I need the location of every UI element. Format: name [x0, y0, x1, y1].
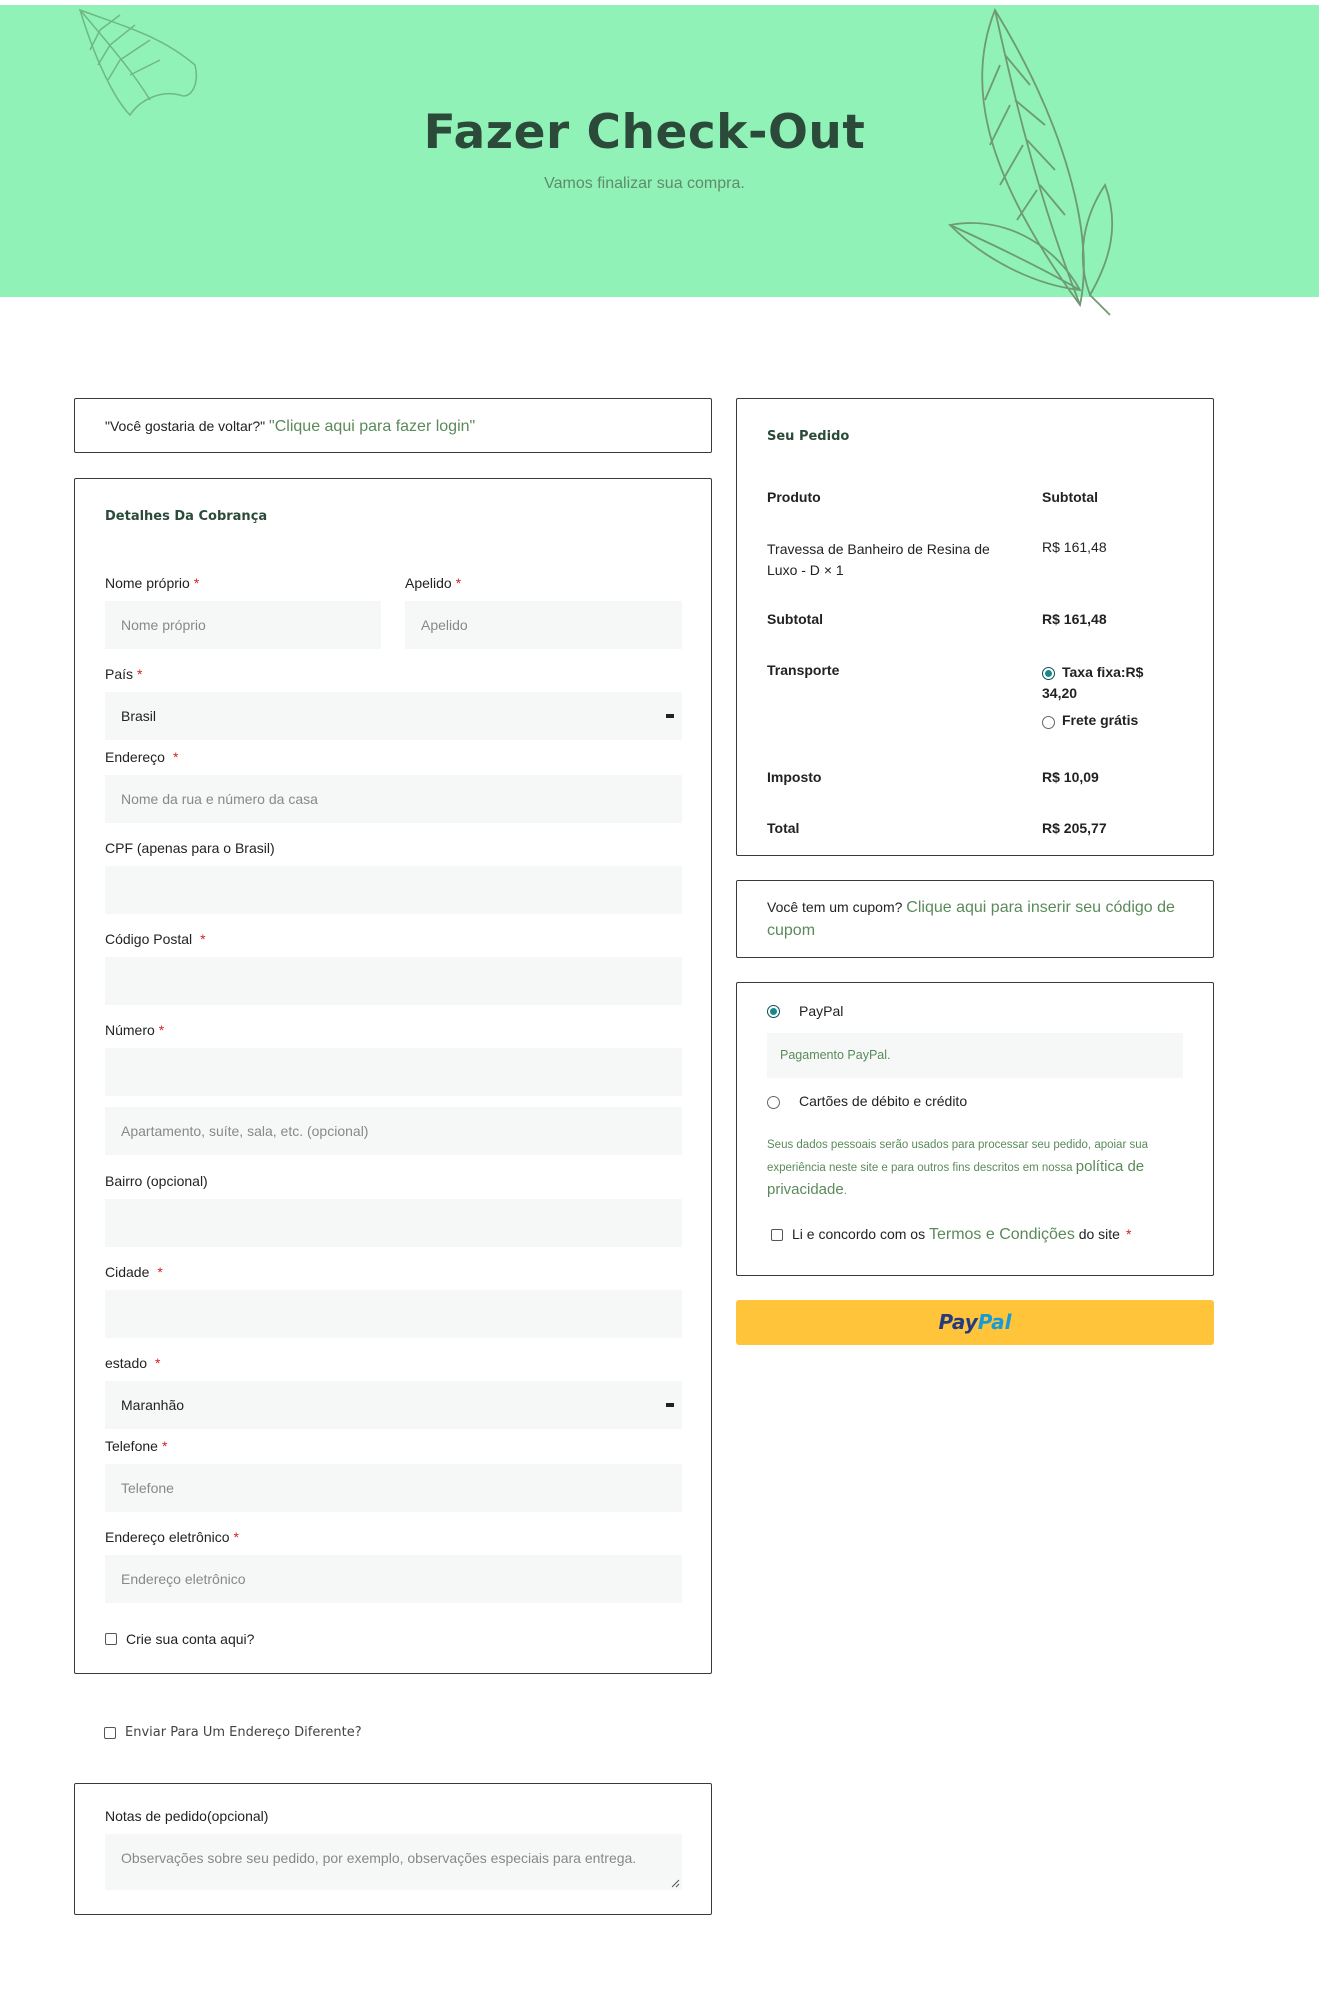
tax-label: Imposto: [767, 769, 822, 785]
resize-handle-icon[interactable]: [670, 1878, 680, 1888]
first-name-input[interactable]: Nome próprio: [105, 601, 381, 649]
first-name-label: Nome próprio *: [105, 575, 200, 591]
neighborhood-input[interactable]: [105, 1199, 682, 1247]
total-label: Total: [767, 820, 800, 836]
subtotal-column-header: Subtotal: [1042, 489, 1098, 505]
order-notes-label: Notas de pedido(opcional): [105, 1808, 269, 1824]
number-label: Número *: [105, 1022, 165, 1038]
order-notes-box: [74, 1783, 712, 1915]
cards-label: Cartões de débito e crédito: [799, 1093, 968, 1109]
neighborhood-label: Bairro (opcional): [105, 1173, 208, 1189]
select-arrow-icon: [666, 714, 674, 718]
privacy-policy-link[interactable]: política de privacidade: [767, 1158, 1145, 1198]
login-notice-box: [74, 398, 712, 453]
phone-input[interactable]: Telefone: [105, 1464, 682, 1512]
postcode-label: Código Postal *: [105, 931, 206, 947]
phone-label: Telefone *: [105, 1438, 168, 1454]
paypal-checkout-button[interactable]: [736, 1300, 1214, 1345]
paypal-logo-part1: Pay: [938, 1310, 978, 1334]
order-title: Seu Pedido: [767, 429, 850, 444]
email-input[interactable]: Endereço eletrônico: [105, 1555, 682, 1603]
page-header-banner: [0, 5, 1319, 297]
paypal-logo-part2: Pal: [977, 1310, 1012, 1334]
product-column-header: Produto: [767, 489, 821, 505]
state-select[interactable]: Maranhão: [105, 1381, 682, 1429]
coupon-link[interactable]: Clique aqui para inserir seu código de cupom: [767, 899, 1175, 939]
order-item-name: Travessa de Banheiro de Resina de Luxo - D × 1: [767, 541, 990, 578]
cpf-input[interactable]: [105, 866, 682, 914]
total-value: R$ 205,77: [1042, 820, 1107, 836]
cards-radio[interactable]: [767, 1096, 780, 1109]
shipping-free-label: Frete grátis: [1062, 712, 1139, 728]
create-account-label: Crie sua conta aqui?: [126, 1631, 255, 1647]
last-name-input[interactable]: Apelido: [405, 601, 682, 649]
paypal-label: PayPal: [799, 1003, 844, 1019]
cpf-label: CPF (apenas para o Brasil): [105, 840, 275, 856]
postcode-input[interactable]: [105, 957, 682, 1005]
order-summary-box: [736, 398, 1214, 856]
coupon-question: Você tem um cupom?: [767, 899, 903, 915]
terms-link[interactable]: Termos e Condições: [928, 1226, 1075, 1243]
shipping-label: Transporte: [767, 662, 840, 678]
page-title: Fazer Check-Out: [423, 105, 866, 160]
privacy-notice: Seus dados pessoais serão usados para processar seu pedido, apoiar sua experiência neste site e para outros fins descritos em nossa política de privacidade.: [767, 1139, 1149, 1198]
country-select[interactable]: Brasil: [105, 692, 682, 740]
billing-title: Detalhes Da Cobrança: [105, 509, 268, 524]
billing-details-box: [74, 478, 712, 1674]
terms-text: Li e concordo com os Termos e Condições do site *: [792, 1226, 1132, 1243]
subtotal-label: Subtotal: [767, 611, 823, 627]
email-label: Endereço eletrônico *: [105, 1529, 239, 1545]
paypal-description: Pagamento PayPal.: [767, 1033, 1183, 1078]
page-subtitle: Vamos finalizar sua compra.: [544, 175, 745, 192]
shipping-free-radio[interactable]: [1042, 716, 1055, 729]
payment-box: [736, 982, 1214, 1276]
select-arrow-icon: [666, 1403, 674, 1407]
city-label: Cidade *: [105, 1264, 163, 1280]
ship-different-checkbox[interactable]: [104, 1727, 116, 1739]
login-link[interactable]: "Clique aqui para fazer login": [269, 418, 476, 435]
ship-different-label: Enviar Para Um Endereço Diferente?: [125, 1725, 362, 1740]
country-label: País *: [105, 666, 143, 682]
state-label: estado *: [105, 1355, 161, 1371]
login-question: "Você gostaria de voltar?": [105, 418, 266, 434]
terms-checkbox[interactable]: [771, 1229, 783, 1241]
address-label: Endereço *: [105, 749, 179, 765]
apartment-input[interactable]: Apartamento, suíte, sala, etc. (opcional): [105, 1107, 682, 1155]
tax-value: R$ 10,09: [1042, 769, 1099, 785]
city-input[interactable]: [105, 1290, 682, 1338]
address-input[interactable]: Nome da rua e número da casa: [105, 775, 682, 823]
paypal-radio[interactable]: [767, 1005, 780, 1018]
shipping-flat-rate-label: Taxa fixa:R$ 34,20: [1042, 664, 1144, 701]
create-account-checkbox[interactable]: [105, 1633, 117, 1645]
coupon-box: [736, 880, 1214, 958]
leaf-decoration-right-icon: [945, 5, 1125, 325]
order-item-price: R$ 161,48: [1042, 539, 1107, 555]
order-notes-textarea[interactable]: Observações sobre seu pedido, por exemplo, observações especiais para entrega.: [105, 1834, 682, 1890]
subtotal-value: R$ 161,48: [1042, 611, 1107, 627]
last-name-label: Apelido *: [405, 575, 462, 591]
number-input[interactable]: [105, 1048, 682, 1096]
